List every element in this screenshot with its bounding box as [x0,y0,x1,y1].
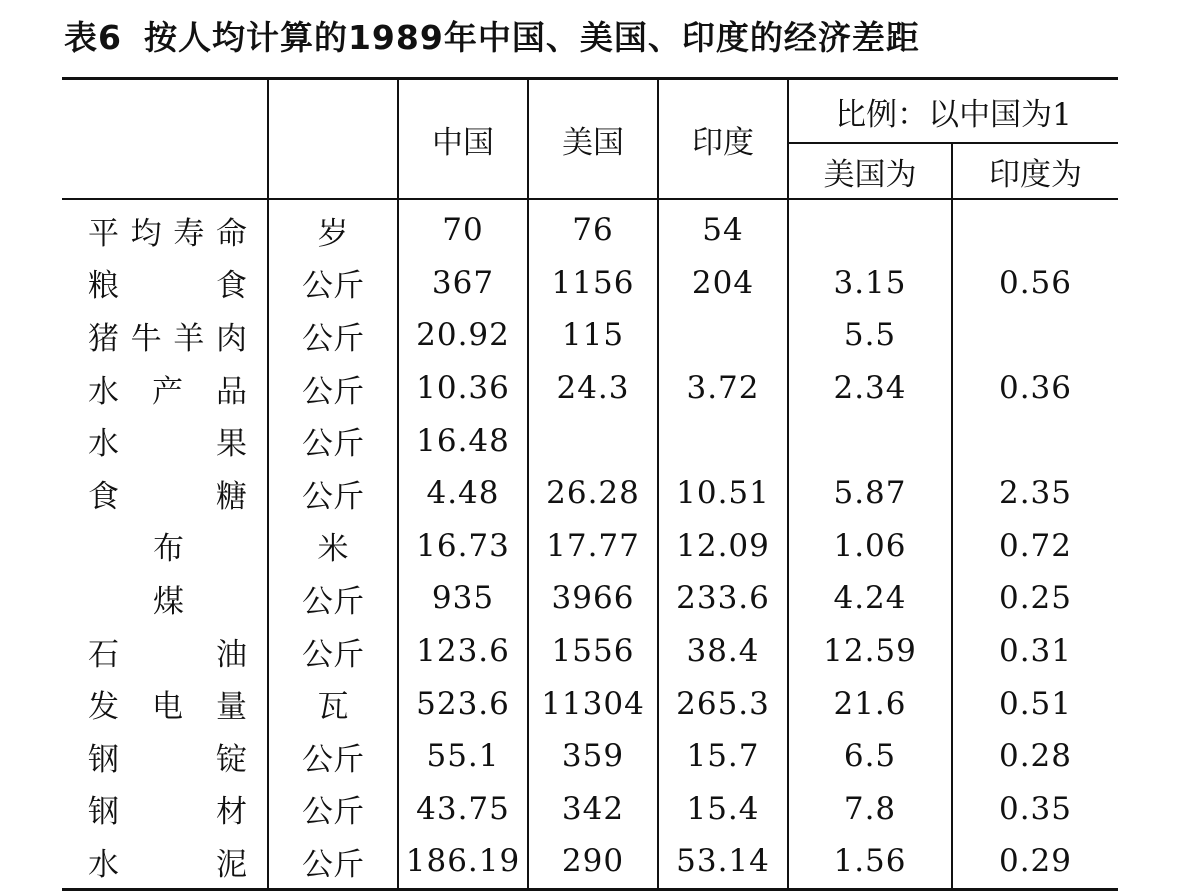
item-cell: 猪牛羊肉 [88,320,247,357]
page-title [64,12,920,64]
economic-gap-table [62,77,1118,891]
table-title: 按人均计算的1989年中国、美国、印度的经济差距 [143,18,920,57]
ratio-india-value: 0.56 [952,257,1118,310]
header-unit [268,79,398,200]
table-row [62,362,1118,415]
china-value: 16.48 [398,414,528,467]
china-value: 123.6 [398,625,528,678]
item-cell: 石油 [88,636,247,673]
ratio-india-value [952,414,1118,467]
china-value: 10.36 [398,362,528,415]
ratio-india-value: 0.51 [952,677,1118,730]
ratio-usa-value [788,414,952,467]
item-cell: 煤 [153,583,184,620]
unit-cell: 公斤 [268,362,398,415]
header-ratio-india: 印度为 [952,143,1118,199]
unit-cell: 公斤 [268,625,398,678]
ratio-usa-value: 4.24 [788,572,952,625]
header-ratio-usa: 美国为 [788,143,952,199]
ratio-usa-value: 7.8 [788,783,952,836]
usa-value: 342 [528,783,658,836]
china-value: 70 [398,199,528,257]
ratio-india-value: 2.35 [952,467,1118,520]
china-value: 55.1 [398,730,528,783]
india-value: 38.4 [658,625,788,678]
table-row [62,309,1118,362]
india-value: 3.72 [658,362,788,415]
table-row [62,414,1118,467]
ratio-usa-value: 5.87 [788,467,952,520]
ratio-usa-value: 6.5 [788,730,952,783]
header-item [62,79,268,200]
unit-cell: 米 [268,520,398,573]
table-row [62,572,1118,625]
india-value: 12.09 [658,520,788,573]
india-value: 15.7 [658,730,788,783]
china-value: 16.73 [398,520,528,573]
table-row [62,677,1118,730]
china-value: 935 [398,572,528,625]
item-cell: 粮食 [88,268,247,305]
table-row [62,625,1118,678]
usa-value: 115 [528,309,658,362]
ratio-india-value: 0.31 [952,625,1118,678]
ratio-india-value: 0.35 [952,783,1118,836]
usa-value: 26.28 [528,467,658,520]
ratio-usa-value: 12.59 [788,625,952,678]
table-row [62,467,1118,520]
usa-value: 359 [528,730,658,783]
china-value: 20.92 [398,309,528,362]
unit-cell: 公斤 [268,572,398,625]
table-row [62,520,1118,573]
item-cell: 食糖 [88,478,247,515]
india-value: 265.3 [658,677,788,730]
china-value: 4.48 [398,467,528,520]
ratio-usa-value [788,199,952,257]
item-cell: 钢材 [88,794,247,831]
header-india: 印度 [658,79,788,200]
ratio-usa-value: 1.56 [788,835,952,889]
item-cell: 水果 [88,426,247,463]
ratio-india-value: 0.28 [952,730,1118,783]
usa-value [528,414,658,467]
item-cell: 平均寿命 [88,215,247,252]
unit-cell: 公斤 [268,835,398,889]
usa-value: 76 [528,199,658,257]
ratio-usa-value: 21.6 [788,677,952,730]
usa-value: 11304 [528,677,658,730]
ratio-india-value [952,309,1118,362]
china-value: 186.19 [398,835,528,889]
unit-cell: 岁 [268,199,398,257]
india-value: 233.6 [658,572,788,625]
header-ratio-group: 比例：以中国为1 [788,79,1118,144]
ratio-usa-value: 2.34 [788,362,952,415]
unit-cell: 公斤 [268,730,398,783]
ratio-india-value: 0.25 [952,572,1118,625]
unit-cell: 公斤 [268,257,398,310]
india-value: 10.51 [658,467,788,520]
table-row [62,199,1118,257]
india-value: 53.14 [658,835,788,889]
item-cell: 水产品 [88,373,247,410]
ratio-usa-value: 1.06 [788,520,952,573]
usa-value: 1156 [528,257,658,310]
usa-value: 24.3 [528,362,658,415]
ratio-india-value: 0.29 [952,835,1118,889]
item-cell: 水泥 [88,846,247,883]
china-value: 43.75 [398,783,528,836]
china-value: 367 [398,257,528,310]
india-value: 15.4 [658,783,788,836]
usa-value: 3966 [528,572,658,625]
usa-value: 17.77 [528,520,658,573]
unit-cell: 公斤 [268,414,398,467]
table-number: 表6 [64,18,122,57]
usa-value: 1556 [528,625,658,678]
unit-cell: 公斤 [268,783,398,836]
header-usa: 美国 [528,79,658,200]
unit-cell: 公斤 [268,309,398,362]
table-row [62,835,1118,889]
india-value: 54 [658,199,788,257]
usa-value: 290 [528,835,658,889]
ratio-india-value: 0.72 [952,520,1118,573]
india-value [658,309,788,362]
unit-cell: 公斤 [268,467,398,520]
india-value [658,414,788,467]
table-row [62,783,1118,836]
item-cell: 布 [153,531,184,568]
table-row [62,730,1118,783]
item-cell: 发电量 [88,689,247,726]
unit-cell: 瓦 [268,677,398,730]
ratio-usa-value: 3.15 [788,257,952,310]
table-body [62,199,1118,889]
ratio-usa-value: 5.5 [788,309,952,362]
header-china: 中国 [398,79,528,200]
india-value: 204 [658,257,788,310]
china-value: 523.6 [398,677,528,730]
table-row [62,257,1118,310]
item-cell: 钢锭 [88,741,247,778]
ratio-india-value: 0.36 [952,362,1118,415]
ratio-india-value [952,199,1118,257]
